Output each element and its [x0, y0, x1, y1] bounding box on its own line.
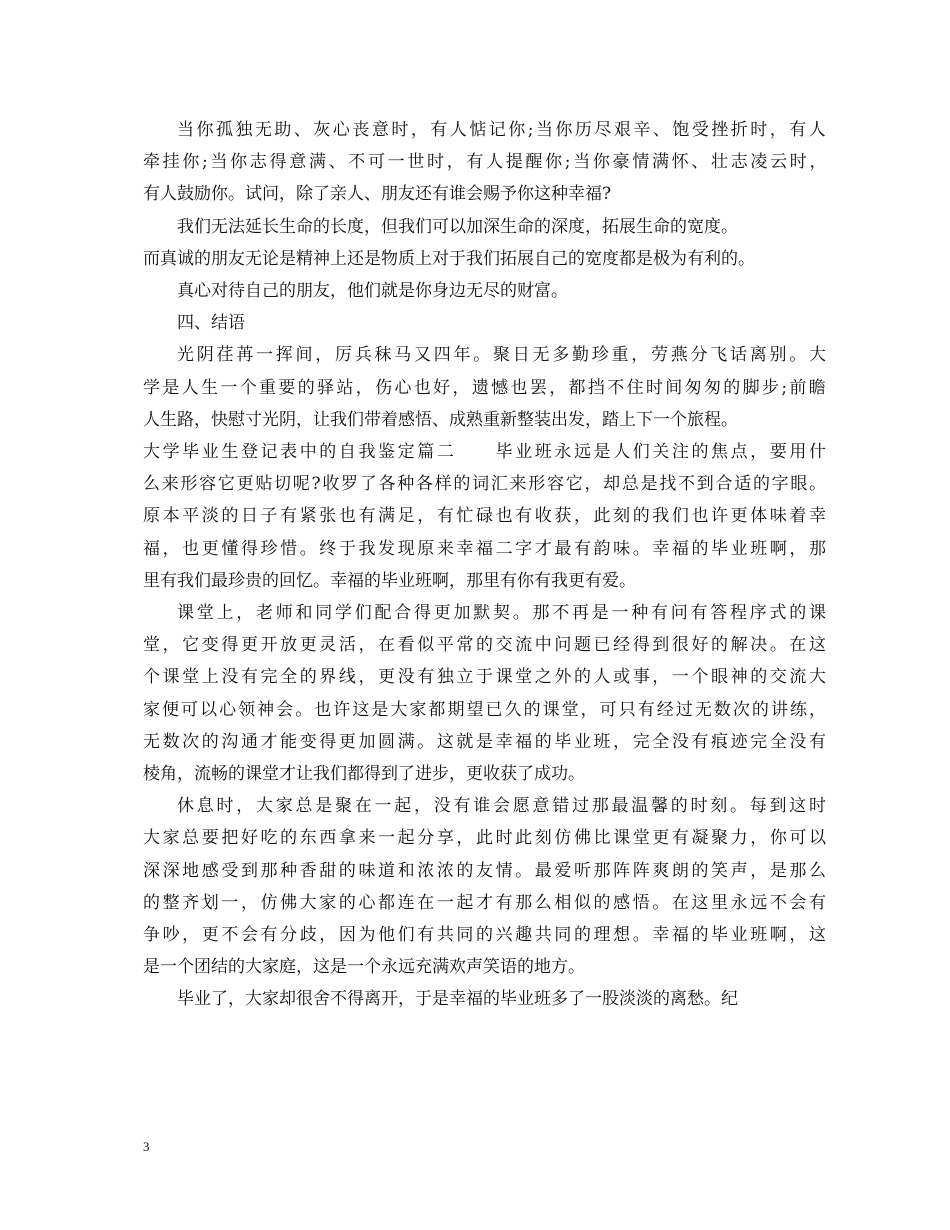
- text-line: 课堂上，老师和同学们配合得更加默契。那不再是一种有问有答程序式的课: [177, 603, 829, 623]
- text-line: 家便可以心领神会。也许这是大家都期望已久的课堂，可只有经过无数次的讲练，: [143, 699, 829, 720]
- text-line: 而真诚的朋友无论是精神上还是物质上对于我们拓展自己的宽度都是极为有利的。: [143, 248, 755, 269]
- text-line: 深深地感受到那种香甜的味道和浓浓的友情。最爱听那阵阵爽朗的笑声，是那么: [143, 860, 829, 881]
- text-line: 学是人生一个重要的驿站，伤心也好，遗憾也罢，都挡不住时间匆匆的脚步;前瞻: [143, 377, 829, 398]
- text-line: 的整齐划一，仿佛大家的心都连在一起才有那么相似的感悟。在这里永远不会有: [143, 892, 829, 913]
- text-line: 毕业了，大家却很舍不得离开，于是幸福的毕业班多了一股淡淡的离愁。纪: [177, 989, 738, 1010]
- text-line: 真心对待自己的朋友，他们就是你身边无尽的财富。: [177, 281, 568, 301]
- text-line: 我们无法延长生命的长度，但我们可以加深生命的深度，拓展生命的宽度。: [177, 216, 738, 237]
- text-line: 有人鼓励你。试问，除了亲人、朋友还有谁会赐予你这种幸福?: [143, 184, 612, 205]
- text-line: 大家总要把好吃的东西拿来一起分享，此时此刻仿佛比课堂更有凝聚力，你可以: [143, 828, 829, 849]
- text-line: 光阴荏苒一挥间，厉兵秣马又四年。聚日无多勤珍重，劳燕分飞话离别。大: [177, 345, 829, 366]
- text-line: 么来形容它更贴切呢?收罗了各种各样的词汇来形容它，却总是找不到合适的字眼。: [143, 474, 828, 495]
- text-line: 是一个团结的大家庭，这是一个永远充满欢声笑语的地方。: [143, 957, 585, 978]
- text-line: 休息时，大家总是聚在一起，没有谁会愿意错过那最温馨的时刻。每到这时: [177, 796, 829, 817]
- text-line: 棱角，流畅的课堂才让我们都得到了进步，更收获了成功。: [143, 764, 585, 784]
- page-number: 3: [143, 1139, 150, 1154]
- text-line: 四、结语: [177, 313, 245, 334]
- text-line: 个课堂上没有完全的界线，更没有独立于课堂之外的人或事，一个眼神的交流大: [143, 667, 829, 688]
- text-line: 牵挂你;当你志得意满、不可一世时，有人提醒你;当你豪情满怀、壮志凌云时，: [143, 152, 830, 173]
- text-line: 争吵，更不会有分歧，因为他们有共同的兴趣共同的理想。幸福的毕业班啊，这: [143, 925, 829, 945]
- text-line: 堂，它变得更开放更灵活，在看似平常的交流中问题已经得到很好的解决。在这: [143, 635, 829, 656]
- text-line: 原本平淡的日子有紧张也有满足，有忙碌也有收获，此刻的我们也许更体味着幸: [143, 506, 829, 527]
- text-line: 当你孤独无助、灰心丧意时，有人惦记你;当你历尽艰辛、饱受挫折时，有人: [177, 120, 829, 140]
- text-line: 福，也更懂得珍惜。终于我发现原来幸福二字才最有韵味。幸福的毕业班啊，那: [143, 538, 829, 559]
- text-line: 人生路，快慰寸光阴，让我们带着感悟、成熟重新整装出发，踏上下一个旅程。: [143, 409, 738, 430]
- text-line: 里有我们最珍贵的回忆。幸福的毕业班啊，那里有你有我更有爱。: [143, 570, 636, 591]
- text-line: 无数次的沟通才能变得更加圆满。这就是幸福的毕业班，完全没有痕迹完全没有: [143, 731, 829, 752]
- text-line: 大学毕业生登记表中的自我鉴定篇二 毕业班永远是人们关注的焦点，要用什: [143, 442, 829, 462]
